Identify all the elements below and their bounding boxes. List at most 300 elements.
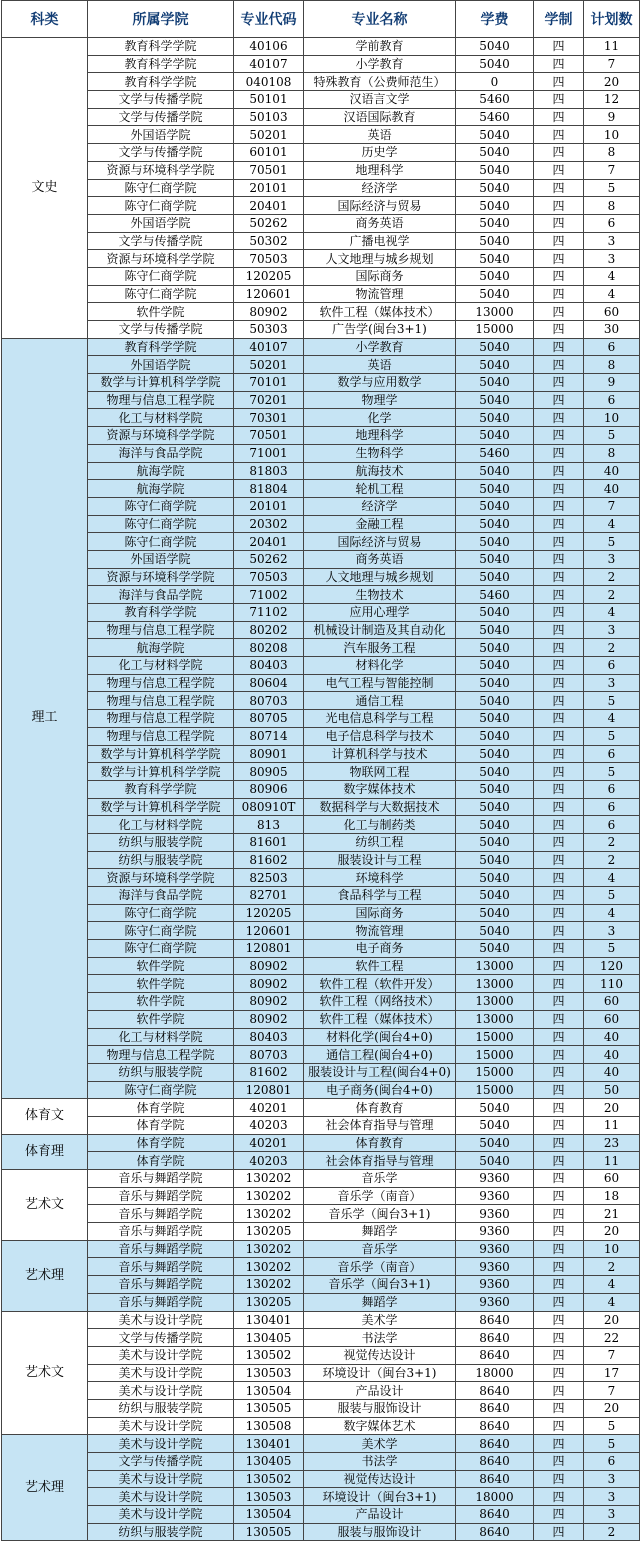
cell-major-code: 120801 bbox=[234, 940, 304, 958]
table-row bbox=[2, 1488, 640, 1506]
table-row bbox=[2, 798, 640, 816]
cell-tuition: 5040 bbox=[456, 144, 534, 162]
cell-college: 资源与环境科学学院 bbox=[88, 161, 234, 179]
cell-major-name: 音乐学（闽台3+1) bbox=[304, 1205, 456, 1223]
cell-tuition: 8640 bbox=[456, 1470, 534, 1488]
cell-major-name: 音乐学（南音） bbox=[304, 1187, 456, 1205]
cell-plan-count: 3 bbox=[584, 674, 640, 692]
cell-college: 美术与设计学院 bbox=[88, 1346, 234, 1364]
cell-major-code: 80705 bbox=[234, 710, 304, 728]
cell-college: 体育学院 bbox=[88, 1116, 234, 1134]
category-group bbox=[2, 1240, 640, 1311]
cell-major-name: 轮机工程 bbox=[304, 480, 456, 498]
cell-major-name: 小学教育 bbox=[304, 55, 456, 73]
cell-major-code: 130502 bbox=[234, 1470, 304, 1488]
table-row bbox=[2, 1523, 640, 1541]
cell-major-name: 航海技术 bbox=[304, 462, 456, 480]
table-row bbox=[2, 887, 640, 905]
cell-major-code: 80901 bbox=[234, 745, 304, 763]
cell-college: 资源与环境科学学院 bbox=[88, 568, 234, 586]
cell-college: 资源与环境科学学院 bbox=[88, 250, 234, 268]
cell-major-name: 特殊教育（公费师范生） bbox=[304, 73, 456, 91]
cell-major-code: 130202 bbox=[234, 1240, 304, 1258]
category-group bbox=[2, 1099, 640, 1134]
cell-tuition: 5460 bbox=[456, 444, 534, 462]
cell-tuition: 5040 bbox=[456, 745, 534, 763]
cell-college: 物理与信息工程学院 bbox=[88, 391, 234, 409]
cell-tuition: 18000 bbox=[456, 1488, 534, 1506]
cell-tuition: 5040 bbox=[456, 1134, 534, 1152]
cell-major-name: 音乐学（闽台3+1) bbox=[304, 1276, 456, 1294]
header-major-name: 专业名称 bbox=[304, 1, 456, 38]
cell-tuition: 5040 bbox=[456, 798, 534, 816]
cell-major-name: 电子信息科学与技术 bbox=[304, 727, 456, 745]
cell-major-name: 电子商务(闽台4+0) bbox=[304, 1081, 456, 1099]
category-cell: 体育文 bbox=[2, 1099, 88, 1134]
cell-plan-count: 2 bbox=[584, 586, 640, 604]
cell-plan-count: 8 bbox=[584, 444, 640, 462]
cell-duration: 四 bbox=[534, 780, 584, 798]
cell-major-code: 50302 bbox=[234, 232, 304, 250]
cell-tuition: 9360 bbox=[456, 1170, 534, 1188]
cell-duration: 四 bbox=[534, 586, 584, 604]
cell-major-name: 物流管理 bbox=[304, 922, 456, 940]
cell-plan-count: 10 bbox=[584, 1240, 640, 1258]
cell-duration: 四 bbox=[534, 1063, 584, 1081]
table-row bbox=[2, 1276, 640, 1294]
table-row bbox=[2, 126, 640, 144]
table-row bbox=[2, 604, 640, 622]
header-duration: 学制 bbox=[534, 1, 584, 38]
cell-major-code: 80703 bbox=[234, 1046, 304, 1064]
cell-duration: 四 bbox=[534, 1488, 584, 1506]
cell-college: 教育科学学院 bbox=[88, 338, 234, 356]
cell-major-code: 40107 bbox=[234, 338, 304, 356]
cell-major-name: 人文地理与城乡规划 bbox=[304, 568, 456, 586]
cell-tuition: 18000 bbox=[456, 1364, 534, 1382]
cell-major-code: 120601 bbox=[234, 922, 304, 940]
cell-plan-count: 5 bbox=[584, 692, 640, 710]
cell-tuition: 8640 bbox=[456, 1435, 534, 1453]
cell-plan-count: 40 bbox=[584, 1046, 640, 1064]
cell-plan-count: 4 bbox=[584, 1293, 640, 1311]
cell-major-name: 数学与应用数学 bbox=[304, 374, 456, 392]
cell-duration: 四 bbox=[534, 1382, 584, 1400]
cell-plan-count: 40 bbox=[584, 1063, 640, 1081]
cell-duration: 四 bbox=[534, 1099, 584, 1117]
cell-plan-count: 6 bbox=[584, 657, 640, 675]
table-row bbox=[2, 674, 640, 692]
category-cell: 艺术理 bbox=[2, 1240, 88, 1311]
cell-plan-count: 50 bbox=[584, 1081, 640, 1099]
cell-plan-count: 7 bbox=[584, 1346, 640, 1364]
cell-major-name: 体育教育 bbox=[304, 1099, 456, 1117]
cell-major-code: 20101 bbox=[234, 179, 304, 197]
cell-college: 音乐与舞蹈学院 bbox=[88, 1276, 234, 1294]
cell-college: 陈守仁商学院 bbox=[88, 285, 234, 303]
cell-duration: 四 bbox=[534, 1240, 584, 1258]
cell-major-code: 80714 bbox=[234, 727, 304, 745]
cell-college: 物理与信息工程学院 bbox=[88, 727, 234, 745]
cell-plan-count: 3 bbox=[584, 1488, 640, 1506]
category-cell: 艺术文 bbox=[2, 1311, 88, 1435]
cell-plan-count: 40 bbox=[584, 480, 640, 498]
cell-major-code: 120205 bbox=[234, 904, 304, 922]
cell-major-name: 电子商务 bbox=[304, 940, 456, 958]
cell-plan-count: 5 bbox=[584, 1435, 640, 1453]
cell-major-code: 70503 bbox=[234, 568, 304, 586]
cell-major-name: 国际经济与贸易 bbox=[304, 197, 456, 215]
cell-plan-count: 21 bbox=[584, 1205, 640, 1223]
table-row bbox=[2, 197, 640, 215]
cell-tuition: 13000 bbox=[456, 975, 534, 993]
cell-major-name: 汽车服务工程 bbox=[304, 639, 456, 657]
table-row bbox=[2, 321, 640, 339]
cell-college: 化工与材料学院 bbox=[88, 657, 234, 675]
cell-major-name: 物联网工程 bbox=[304, 763, 456, 781]
table-row bbox=[2, 391, 640, 409]
cell-major-name: 视觉传达设计 bbox=[304, 1470, 456, 1488]
category-cell: 体育理 bbox=[2, 1134, 88, 1169]
table-row bbox=[2, 1311, 640, 1329]
cell-tuition: 5040 bbox=[456, 267, 534, 285]
cell-tuition: 5040 bbox=[456, 833, 534, 851]
table-row bbox=[2, 1417, 640, 1435]
header-major-code: 专业代码 bbox=[234, 1, 304, 38]
cell-major-code: 70101 bbox=[234, 374, 304, 392]
cell-college: 航海学院 bbox=[88, 462, 234, 480]
cell-tuition: 5040 bbox=[456, 922, 534, 940]
cell-duration: 四 bbox=[534, 1223, 584, 1241]
header-category: 科类 bbox=[2, 1, 88, 38]
category-cell: 文史 bbox=[2, 38, 88, 339]
cell-plan-count: 8 bbox=[584, 144, 640, 162]
cell-plan-count: 3 bbox=[584, 1470, 640, 1488]
cell-duration: 四 bbox=[534, 1364, 584, 1382]
table-header bbox=[2, 1, 640, 38]
cell-major-code: 80902 bbox=[234, 303, 304, 321]
cell-major-code: 130504 bbox=[234, 1382, 304, 1400]
header-plan-count: 计划数 bbox=[584, 1, 640, 38]
cell-plan-count: 4 bbox=[584, 267, 640, 285]
cell-duration: 四 bbox=[534, 621, 584, 639]
table-row bbox=[2, 38, 640, 56]
cell-major-code: 130505 bbox=[234, 1523, 304, 1541]
cell-tuition: 5040 bbox=[456, 285, 534, 303]
cell-major-name: 软件工程（媒体技术） bbox=[304, 303, 456, 321]
cell-tuition: 15000 bbox=[456, 1063, 534, 1081]
cell-major-name: 软件工程（媒体技术） bbox=[304, 1010, 456, 1028]
table-row bbox=[2, 922, 640, 940]
cell-college: 音乐与舞蹈学院 bbox=[88, 1187, 234, 1205]
cell-tuition: 5040 bbox=[456, 1152, 534, 1170]
cell-duration: 四 bbox=[534, 285, 584, 303]
cell-plan-count: 6 bbox=[584, 214, 640, 232]
table-row bbox=[2, 710, 640, 728]
table-row bbox=[2, 1170, 640, 1188]
cell-duration: 四 bbox=[534, 1258, 584, 1276]
cell-major-code: 50201 bbox=[234, 126, 304, 144]
table-row bbox=[2, 356, 640, 374]
cell-tuition: 5040 bbox=[456, 480, 534, 498]
cell-plan-count: 40 bbox=[584, 1028, 640, 1046]
cell-tuition: 5040 bbox=[456, 869, 534, 887]
cell-college: 体育学院 bbox=[88, 1099, 234, 1117]
cell-college: 物理与信息工程学院 bbox=[88, 674, 234, 692]
cell-major-code: 40201 bbox=[234, 1134, 304, 1152]
cell-tuition: 5040 bbox=[456, 126, 534, 144]
cell-major-code: 80703 bbox=[234, 692, 304, 710]
table-row bbox=[2, 1134, 640, 1152]
category-group bbox=[2, 38, 640, 339]
cell-tuition: 5040 bbox=[456, 621, 534, 639]
cell-tuition: 9360 bbox=[456, 1240, 534, 1258]
cell-plan-count: 2 bbox=[584, 833, 640, 851]
table-row bbox=[2, 462, 640, 480]
table-row bbox=[2, 621, 640, 639]
cell-plan-count: 3 bbox=[584, 550, 640, 568]
table-row bbox=[2, 833, 640, 851]
table-row bbox=[2, 1364, 640, 1382]
cell-plan-count: 4 bbox=[584, 710, 640, 728]
cell-college: 数学与计算机科学学院 bbox=[88, 763, 234, 781]
category-group bbox=[2, 1170, 640, 1241]
cell-major-code: 80208 bbox=[234, 639, 304, 657]
cell-major-name: 食品科学与工程 bbox=[304, 887, 456, 905]
cell-plan-count: 4 bbox=[584, 869, 640, 887]
cell-tuition: 5040 bbox=[456, 462, 534, 480]
cell-duration: 四 bbox=[534, 374, 584, 392]
cell-major-code: 81602 bbox=[234, 851, 304, 869]
cell-major-code: 50101 bbox=[234, 91, 304, 109]
cell-major-code: 70301 bbox=[234, 409, 304, 427]
cell-major-name: 商务英语 bbox=[304, 214, 456, 232]
enrollment-plan-table bbox=[1, 0, 640, 1541]
cell-major-name: 汉语言文学 bbox=[304, 91, 456, 109]
cell-plan-count: 3 bbox=[584, 621, 640, 639]
cell-major-code: 080910T bbox=[234, 798, 304, 816]
cell-duration: 四 bbox=[534, 126, 584, 144]
cell-major-name: 材料化学 bbox=[304, 657, 456, 675]
table-row bbox=[2, 940, 640, 958]
cell-tuition: 5460 bbox=[456, 91, 534, 109]
cell-duration: 四 bbox=[534, 993, 584, 1011]
cell-plan-count: 3 bbox=[584, 250, 640, 268]
cell-college: 教育科学学院 bbox=[88, 55, 234, 73]
cell-college: 化工与材料学院 bbox=[88, 409, 234, 427]
cell-tuition: 5040 bbox=[456, 550, 534, 568]
cell-major-code: 50103 bbox=[234, 108, 304, 126]
cell-plan-count: 20 bbox=[584, 73, 640, 91]
cell-plan-count: 3 bbox=[584, 232, 640, 250]
cell-college: 纺织与服装学院 bbox=[88, 1063, 234, 1081]
cell-major-code: 71102 bbox=[234, 604, 304, 622]
cell-major-code: 80604 bbox=[234, 674, 304, 692]
cell-major-code: 50262 bbox=[234, 550, 304, 568]
cell-duration: 四 bbox=[534, 833, 584, 851]
cell-duration: 四 bbox=[534, 798, 584, 816]
cell-major-code: 813 bbox=[234, 816, 304, 834]
cell-major-name: 服装与服饰设计 bbox=[304, 1399, 456, 1417]
cell-duration: 四 bbox=[534, 1134, 584, 1152]
cell-tuition: 8640 bbox=[456, 1382, 534, 1400]
cell-tuition: 8640 bbox=[456, 1506, 534, 1524]
cell-major-code: 80403 bbox=[234, 1028, 304, 1046]
cell-duration: 四 bbox=[534, 303, 584, 321]
cell-plan-count: 18 bbox=[584, 1187, 640, 1205]
cell-college: 资源与环境科学学院 bbox=[88, 869, 234, 887]
cell-major-name: 生物科学 bbox=[304, 444, 456, 462]
cell-plan-count: 12 bbox=[584, 91, 640, 109]
cell-major-name: 产品设计 bbox=[304, 1382, 456, 1400]
cell-major-name: 舞蹈学 bbox=[304, 1293, 456, 1311]
cell-major-code: 130202 bbox=[234, 1187, 304, 1205]
cell-tuition: 9360 bbox=[456, 1276, 534, 1294]
table-row bbox=[2, 1010, 640, 1028]
cell-college: 音乐与舞蹈学院 bbox=[88, 1293, 234, 1311]
cell-plan-count: 2 bbox=[584, 568, 640, 586]
cell-duration: 四 bbox=[534, 197, 584, 215]
cell-plan-count: 6 bbox=[584, 745, 640, 763]
cell-duration: 四 bbox=[534, 1116, 584, 1134]
cell-college: 文学与传播学院 bbox=[88, 232, 234, 250]
cell-plan-count: 11 bbox=[584, 1116, 640, 1134]
cell-college: 陈守仁商学院 bbox=[88, 515, 234, 533]
cell-major-name: 视觉传达设计 bbox=[304, 1346, 456, 1364]
cell-major-code: 71002 bbox=[234, 586, 304, 604]
cell-duration: 四 bbox=[534, 887, 584, 905]
cell-plan-count: 2 bbox=[584, 1258, 640, 1276]
cell-major-code: 40107 bbox=[234, 55, 304, 73]
cell-tuition: 5040 bbox=[456, 214, 534, 232]
cell-college: 美术与设计学院 bbox=[88, 1506, 234, 1524]
cell-plan-count: 5 bbox=[584, 940, 640, 958]
cell-major-code: 80902 bbox=[234, 975, 304, 993]
table-row bbox=[2, 144, 640, 162]
cell-duration: 四 bbox=[534, 568, 584, 586]
cell-tuition: 5040 bbox=[456, 568, 534, 586]
cell-plan-count: 9 bbox=[584, 108, 640, 126]
cell-duration: 四 bbox=[534, 55, 584, 73]
cell-major-code: 130202 bbox=[234, 1205, 304, 1223]
cell-tuition: 5040 bbox=[456, 391, 534, 409]
cell-tuition: 5040 bbox=[456, 179, 534, 197]
table-row bbox=[2, 374, 640, 392]
cell-tuition: 5040 bbox=[456, 38, 534, 56]
table-row bbox=[2, 161, 640, 179]
header-row bbox=[2, 1, 640, 38]
cell-duration: 四 bbox=[534, 1329, 584, 1347]
cell-major-code: 130508 bbox=[234, 1417, 304, 1435]
table-row bbox=[2, 1046, 640, 1064]
cell-major-code: 50303 bbox=[234, 321, 304, 339]
cell-plan-count: 22 bbox=[584, 1329, 640, 1347]
cell-tuition: 5040 bbox=[456, 763, 534, 781]
cell-major-name: 软件工程（网络技术） bbox=[304, 993, 456, 1011]
table-row bbox=[2, 1346, 640, 1364]
table-row bbox=[2, 639, 640, 657]
cell-duration: 四 bbox=[534, 1506, 584, 1524]
cell-college: 化工与材料学院 bbox=[88, 1028, 234, 1046]
category-cell: 艺术文 bbox=[2, 1170, 88, 1241]
cell-major-name: 物流管理 bbox=[304, 285, 456, 303]
cell-major-code: 81601 bbox=[234, 833, 304, 851]
cell-duration: 四 bbox=[534, 1028, 584, 1046]
cell-duration: 四 bbox=[534, 1293, 584, 1311]
cell-major-name: 生物技术 bbox=[304, 586, 456, 604]
cell-major-name: 人文地理与城乡规划 bbox=[304, 250, 456, 268]
cell-major-code: 120205 bbox=[234, 267, 304, 285]
cell-major-name: 数字媒体艺术 bbox=[304, 1417, 456, 1435]
cell-major-name: 国际经济与贸易 bbox=[304, 533, 456, 551]
table-row bbox=[2, 427, 640, 445]
cell-plan-count: 9 bbox=[584, 374, 640, 392]
cell-plan-count: 5 bbox=[584, 763, 640, 781]
cell-major-name: 书法学 bbox=[304, 1453, 456, 1471]
cell-duration: 四 bbox=[534, 904, 584, 922]
cell-duration: 四 bbox=[534, 1205, 584, 1223]
table-row bbox=[2, 179, 640, 197]
cell-major-code: 130401 bbox=[234, 1311, 304, 1329]
cell-tuition: 5040 bbox=[456, 887, 534, 905]
cell-plan-count: 23 bbox=[584, 1134, 640, 1152]
cell-tuition: 13000 bbox=[456, 993, 534, 1011]
cell-tuition: 5040 bbox=[456, 533, 534, 551]
table-row bbox=[2, 975, 640, 993]
table-row bbox=[2, 1506, 640, 1524]
table-row bbox=[2, 816, 640, 834]
cell-tuition: 0 bbox=[456, 73, 534, 91]
cell-duration: 四 bbox=[534, 144, 584, 162]
cell-major-name: 商务英语 bbox=[304, 550, 456, 568]
cell-major-name: 软件工程 bbox=[304, 957, 456, 975]
cell-plan-count: 60 bbox=[584, 1170, 640, 1188]
table-row bbox=[2, 1099, 640, 1117]
table-row bbox=[2, 1081, 640, 1099]
cell-college: 纺织与服装学院 bbox=[88, 851, 234, 869]
table-row bbox=[2, 869, 640, 887]
cell-college: 化工与材料学院 bbox=[88, 816, 234, 834]
cell-duration: 四 bbox=[534, 604, 584, 622]
cell-college: 文学与传播学院 bbox=[88, 91, 234, 109]
category-group bbox=[2, 338, 640, 1099]
cell-duration: 四 bbox=[534, 940, 584, 958]
cell-major-name: 美术学 bbox=[304, 1311, 456, 1329]
cell-major-code: 40203 bbox=[234, 1152, 304, 1170]
cell-major-name: 地理科学 bbox=[304, 161, 456, 179]
cell-tuition: 8640 bbox=[456, 1453, 534, 1471]
cell-major-code: 40203 bbox=[234, 1116, 304, 1134]
cell-college: 陈守仁商学院 bbox=[88, 940, 234, 958]
category-group bbox=[2, 1134, 640, 1169]
cell-major-name: 应用心理学 bbox=[304, 604, 456, 622]
cell-duration: 四 bbox=[534, 73, 584, 91]
cell-plan-count: 4 bbox=[584, 604, 640, 622]
cell-tuition: 5040 bbox=[456, 374, 534, 392]
cell-college: 软件学院 bbox=[88, 957, 234, 975]
table-row bbox=[2, 657, 640, 675]
cell-tuition: 8640 bbox=[456, 1329, 534, 1347]
cell-college: 美术与设计学院 bbox=[88, 1382, 234, 1400]
table-row bbox=[2, 1399, 640, 1417]
cell-duration: 四 bbox=[534, 1046, 584, 1064]
cell-major-code: 60101 bbox=[234, 144, 304, 162]
cell-tuition: 5040 bbox=[456, 674, 534, 692]
cell-major-name: 环境科学 bbox=[304, 869, 456, 887]
cell-duration: 四 bbox=[534, 1453, 584, 1471]
table-row bbox=[2, 108, 640, 126]
cell-major-name: 环境设计（闽台3+1) bbox=[304, 1488, 456, 1506]
